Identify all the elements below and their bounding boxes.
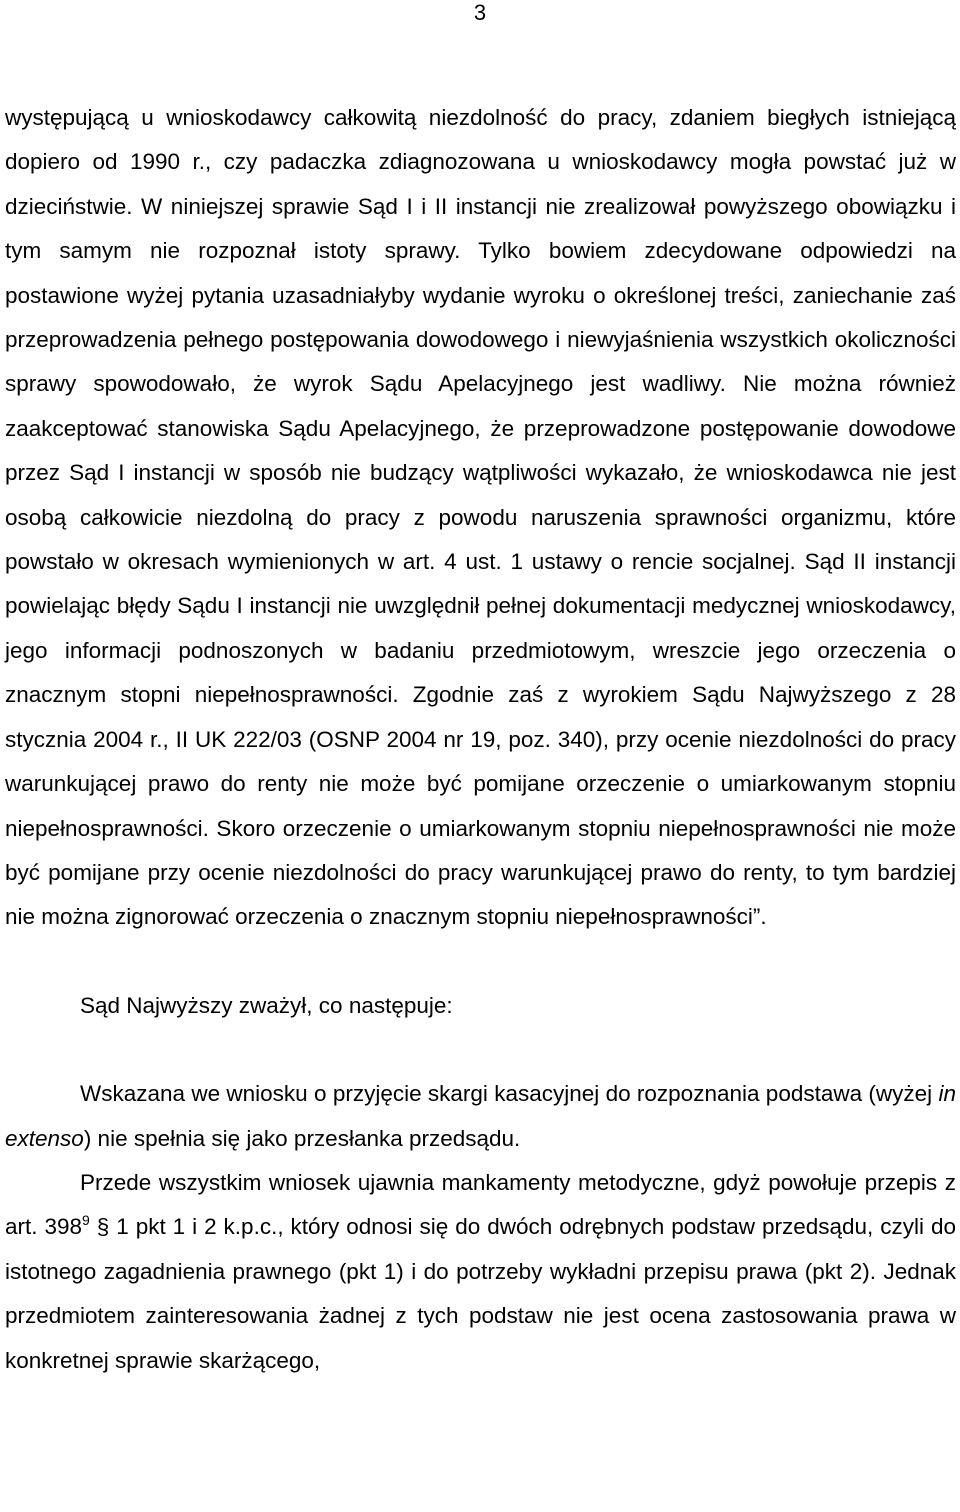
paragraph-assessment — [5, 1072, 956, 1161]
paragraph-methodology — [5, 1161, 956, 1383]
italic-phrase: in extenso — [5, 1081, 956, 1151]
paragraph-text: § 1 pkt 1 i 2 k.p.c., który odnosi się do dwóch odrębnych podstaw przedsądu, czyli do istotnego zagadnienia prawnego (pkt 1) i do potrzeby wykładni przepisu prawa (pkt 2). Jednak przedmiotem zainteresowania żadnej z tych podstaw nie jest ocena zastosowania prawa w konkretnej sprawie skarżącego, — [5, 1214, 956, 1373]
section-heading: Sąd Najwyższy zważył, co następuje: — [80, 992, 453, 1018]
paragraph-text: ) nie spełnia się jako przesłanka przedsądu. — [83, 1125, 521, 1151]
article-superscript: 9 — [82, 1212, 90, 1229]
paragraph-text: Wskazana we wniosku o przyjęcie skargi kasacyjnej do rozpoznania podstawa (wyżej — [80, 1081, 939, 1107]
paragraph-continuation: występującą u wnioskodawcy całkowitą niezdolność do pracy, zdaniem biegłych istniejącą dopiero od 1990 r., czy padaczka zdiagnozowana u wnioskodawcy mogła powstać już w dzieciństwie. W niniejszej sprawie Sąd I i II instancji nie zrealizował powyższego obowiązku i tym samym nie rozpoznał istoty sprawy. Tylko bowiem zdecydowane odpowiedzi na postawione wyżej pytania uzasadniałyby wydanie wyroku o określonej treści, zaniechanie zaś przeprowadzenia pełnego postępowania dowodowego i niewyjaśnienia wszystkich okoliczności sprawy spowodowało, że wyrok Sądu Apelacyjnego jest wadliwy. Nie można również zaakceptować stanowiska Sądu Apelacyjnego, że przeprowadzone postępowanie dowodowe przez Sąd I instancji w sposób nie budzący wątpliwości wykazało, że wnioskodawca nie jest osobą całkowicie niezdolną do pracy z powodu naruszenia sprawności organizmu, które powstało w okresach wymienionych w art. 4 ust. 1 ustawy o rencie socjalnej. Sąd II instancji powielając błędy Sądu I instancji nie uwzględnił pełnej dokumentacji medycznej wnioskodawcy, jego informacji podnoszonych w badaniu przedmiotowym, wreszcie jego orzeczenia o znacznym stopni niepełnosprawności. Zgodnie zaś z wyrokiem Sądu Najwyższego z 28 stycznia 2004 r., II UK 222/03 (OSNP 2004 nr 19, poz. 340), przy ocenie niezdolności do pracy warunkującej prawo do renty nie może być pomijane orzeczenie o umiarkowanym stopniu niepełnosprawności. Skoro orzeczenie o umiarkowanym stopniu niepełnosprawności nie może być pomijane przy ocenie niezdolności do pracy warunkującej prawo do renty, to tym bardziej nie można zignorować orzeczenia o znacznym stopniu niepełnosprawności”. — [5, 105, 956, 930]
page-number: 3 — [473, 0, 487, 25]
document-body — [5, 96, 956, 1383]
paragraph-text: Przede wszystkim wniosek ujawnia mankamenty metodyczne, gdyż powołuje przepis z art. 398 — [5, 1169, 956, 1240]
